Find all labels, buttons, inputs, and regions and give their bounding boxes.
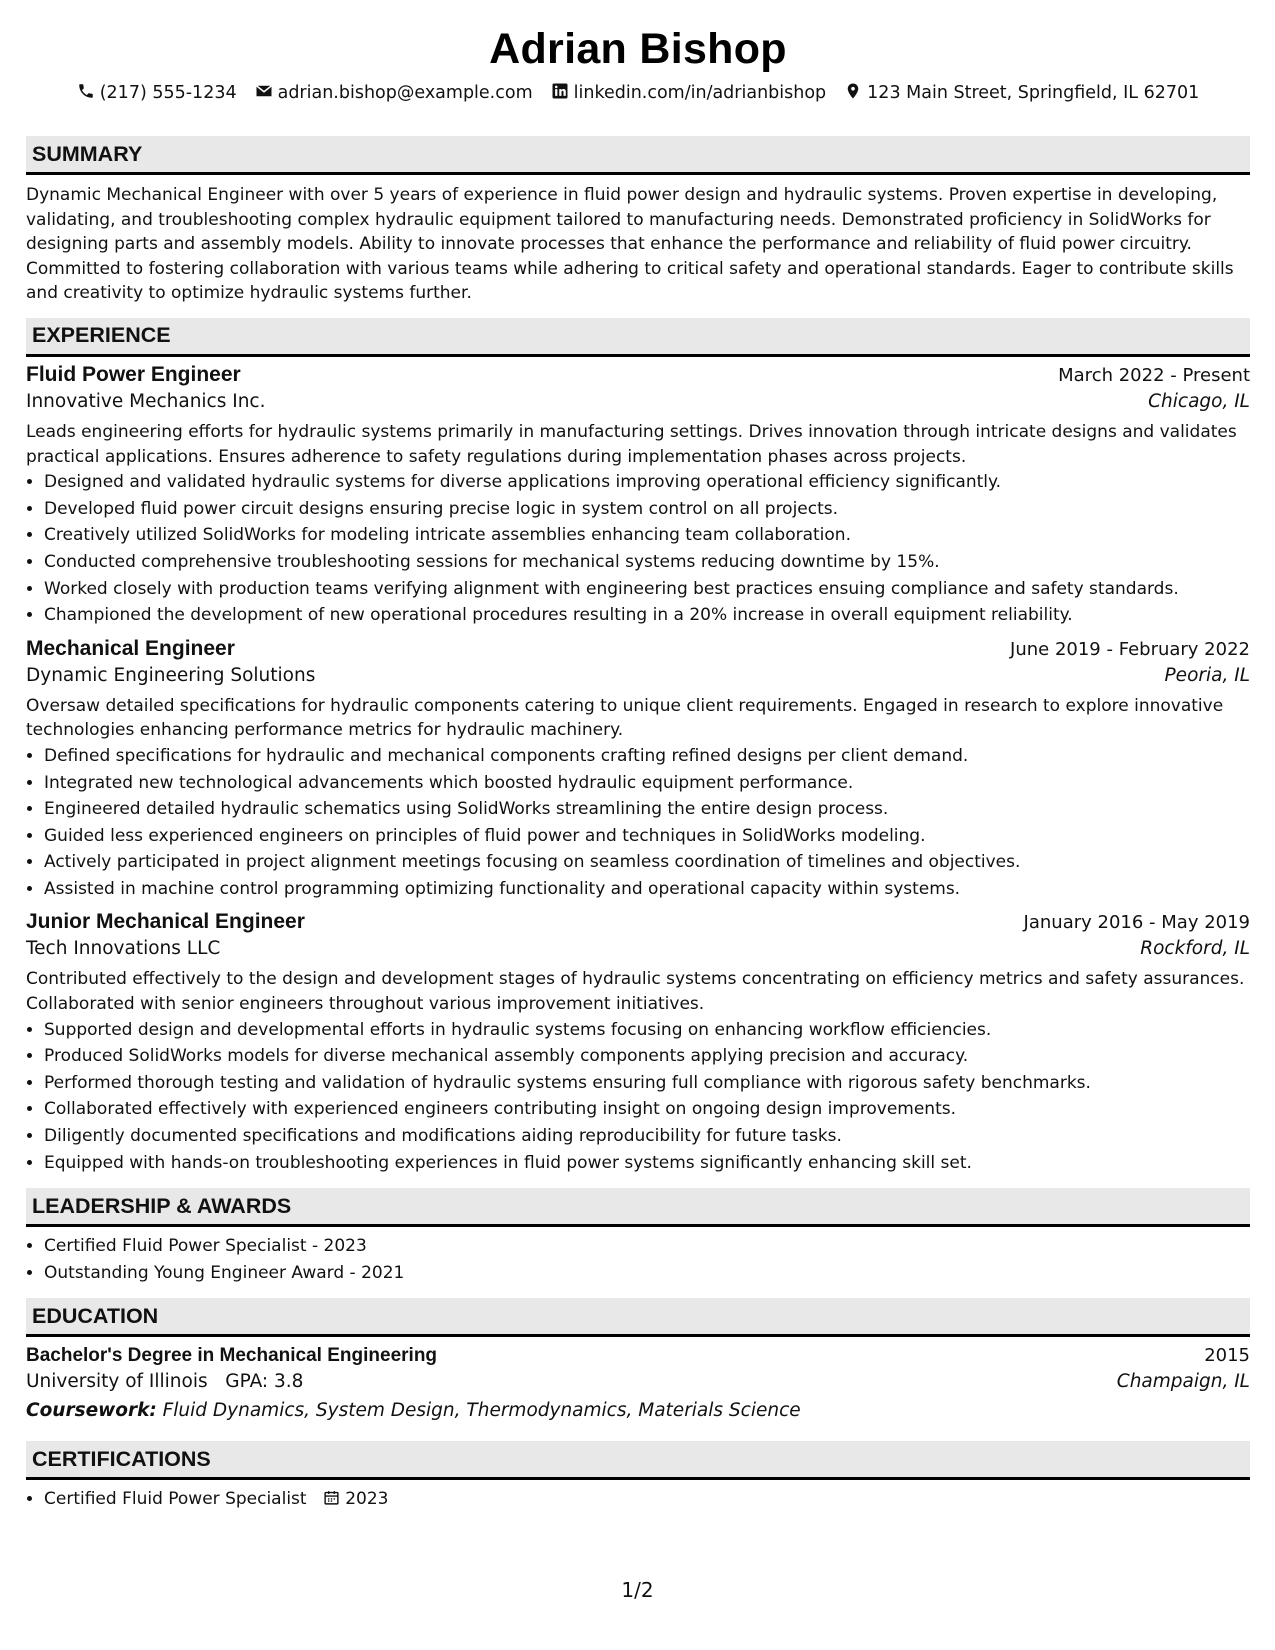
job-description: Leads engineering efforts for hydraulic systems primarily in manufacturing settings. Drives innovation through intricate designs and validates practical applications. Ensures adherence to safety regulations during implementation phases across projects. bbox=[26, 421, 1237, 467]
coursework bbox=[26, 1400, 1250, 1421]
list-item: • Diligently documented specifications and modifications aiding reproducibility for future tasks. bbox=[44, 1123, 1250, 1150]
linkedin-icon bbox=[551, 82, 569, 105]
job-bullets bbox=[26, 469, 1250, 629]
job-title: Junior Mechanical Engineer bbox=[26, 910, 305, 934]
coursework-label: Coursework: bbox=[26, 1400, 157, 1422]
list-item: • Integrated new technological advancements which boosted hydraulic equipment performance. bbox=[44, 770, 1250, 797]
job-bullets bbox=[26, 743, 1250, 903]
job-title: Fluid Power Engineer bbox=[26, 362, 241, 386]
list-item: • Developed fluid power circuit designs ensuring precise logic in system control on all projects. bbox=[44, 496, 1250, 523]
list-item: • Certified Fluid Power Specialist - 2023 bbox=[44, 1233, 1250, 1260]
summary-text: Dynamic Mechanical Engineer with over 5 years of experience in fluid power design and hydraulic systems. Proven expertise in developing, validating, and troubleshooting complex hydraulic equipment tailored to manufacturing needs. Demonstrated proficiency in SolidWorks for designing parts and assembly models. Ability to innovate processes that enhance the performance and reliability of fluid power circuitry. Committed to fostering collaboration with various teams while adhering to critical safety and operational standards. Eager to contribute skills and creativity to optimize hydraulic systems further. bbox=[26, 185, 1234, 304]
job-company-row bbox=[26, 938, 1250, 959]
coursework-list: Fluid Dynamics, System Design, Thermodynamics, Materials Science bbox=[162, 1400, 801, 1422]
section-header-certifications: CERTIFICATIONS bbox=[26, 1441, 1250, 1480]
list-item: • Actively participated in project alignment meetings focusing on seamless coordination of timelines and objectives. bbox=[44, 849, 1250, 876]
section-header-leadership: LEADERSHIP & AWARDS bbox=[26, 1188, 1250, 1227]
list-item: • Produced SolidWorks models for diverse mechanical assembly components applying precision and accuracy. bbox=[44, 1043, 1250, 1070]
list-item: • Performed thorough testing and validation of hydraulic systems ensuring full compliance with rigorous safety benchmarks. bbox=[44, 1070, 1250, 1097]
job-header-row bbox=[26, 637, 1250, 661]
phone-icon bbox=[77, 82, 95, 105]
education-school-row bbox=[26, 1371, 1250, 1392]
job-description: Contributed effectively to the design and development stages of hydraulic systems concentrating on efficiency metrics and safety assurances. Collaborated with senior engineers throughout various improvement initiatives. bbox=[26, 969, 1245, 1015]
school-name: University of Illinois bbox=[26, 1371, 208, 1393]
contact-phone[interactable] bbox=[77, 82, 237, 105]
contact-bar bbox=[26, 80, 1250, 106]
section-header-education: EDUCATION bbox=[26, 1298, 1250, 1337]
job-entry bbox=[26, 637, 1250, 903]
job-location: Chicago, IL bbox=[1148, 390, 1250, 412]
job-company: Tech Innovations LLC bbox=[26, 938, 221, 960]
list-item: • Assisted in machine control programming optimizing functionality and operational capacity within systems. bbox=[44, 876, 1250, 903]
school-location: Champaign, IL bbox=[1116, 1371, 1250, 1393]
job-dates: June 2019 - February 2022 bbox=[1010, 638, 1250, 660]
school-info bbox=[26, 1371, 303, 1392]
phone-text: (217) 555-1234 bbox=[99, 83, 237, 103]
certification-year: 2023 bbox=[345, 1489, 389, 1510]
page-number: 1/2 bbox=[621, 1578, 654, 1602]
job-dates: January 2016 - May 2019 bbox=[1023, 912, 1250, 934]
job-company-row bbox=[26, 665, 1250, 686]
resume-page bbox=[26, 0, 1250, 1513]
list-item: • Supported design and developmental efforts in hydraulic systems focusing on enhancing workflow efficiencies. bbox=[44, 1017, 1250, 1044]
candidate-name: Adrian Bishop bbox=[489, 25, 787, 73]
envelope-icon bbox=[255, 82, 273, 105]
list-item: • Creatively utilized SolidWorks for modeling intricate assemblies enhancing team collaboration. bbox=[44, 522, 1250, 549]
list-item: • Outstanding Young Engineer Award - 2021 bbox=[44, 1260, 1250, 1287]
graduation-year: 2015 bbox=[1204, 1345, 1250, 1367]
education-header-row bbox=[26, 1345, 1250, 1367]
list-item: • Worked closely with production teams verifying alignment with engineering best practices ensuing compliance and safety standards. bbox=[44, 576, 1250, 603]
list-item: • Championed the development of new operational procedures resulting in a 20% increase in overall equipment reliability. bbox=[44, 602, 1250, 629]
job-bullets bbox=[26, 1017, 1250, 1177]
map-pin-icon bbox=[844, 82, 862, 105]
education-entry bbox=[26, 1345, 1250, 1421]
certification-name: Certified Fluid Power Specialist bbox=[44, 1489, 307, 1510]
list-item: • Defined specifications for hydraulic and mechanical components crafting refined designs per client demand. bbox=[44, 743, 1250, 770]
job-description: Oversaw detailed specifications for hydraulic components catering to unique client requirements. Engaged in research to explore innovative technologies enhancing performance metrics for hydraulic machinery. bbox=[26, 695, 1224, 741]
list-item: • Equipped with hands-on troubleshooting experiences in fluid power systems significantly enhancing skill set. bbox=[44, 1150, 1250, 1177]
gpa: GPA: 3.8 bbox=[225, 1371, 304, 1393]
contact-email[interactable] bbox=[255, 82, 533, 105]
list-item: • Engineered detailed hydraulic schematics using SolidWorks streamlining the entire design process. bbox=[44, 796, 1250, 823]
job-company: Innovative Mechanics Inc. bbox=[26, 390, 266, 412]
certifications-list bbox=[26, 1486, 1250, 1513]
contact-address bbox=[844, 82, 1199, 105]
section-header-summary: SUMMARY bbox=[26, 136, 1250, 175]
job-header-row bbox=[26, 363, 1250, 387]
job-dates: March 2022 - Present bbox=[1058, 364, 1250, 386]
address-text: 123 Main Street, Springfield, IL 62701 bbox=[867, 83, 1200, 103]
degree: Bachelor's Degree in Mechanical Engineering bbox=[26, 1345, 438, 1367]
linkedin-text: linkedin.com/in/adrianbishop bbox=[573, 83, 827, 103]
job-location: Rockford, IL bbox=[1140, 938, 1250, 960]
job-company-row bbox=[26, 391, 1250, 412]
section-header-experience: EXPERIENCE bbox=[26, 318, 1250, 357]
job-location: Peoria, IL bbox=[1164, 664, 1250, 686]
list-item bbox=[44, 1486, 1250, 1513]
email-text: adrian.bishop@example.com bbox=[277, 83, 533, 103]
job-company: Dynamic Engineering Solutions bbox=[26, 664, 316, 686]
job-header-row bbox=[26, 910, 1250, 934]
calendar-icon bbox=[323, 1489, 345, 1509]
list-item: • Collaborated effectively with experienced engineers contributing insight on ongoing design improvements. bbox=[44, 1096, 1250, 1123]
awards-list bbox=[26, 1233, 1250, 1286]
job-title: Mechanical Engineer bbox=[26, 636, 235, 660]
list-item: • Designed and validated hydraulic systems for diverse applications improving operational efficiency significantly. bbox=[44, 469, 1250, 496]
list-item: • Conducted comprehensive troubleshooting sessions for mechanical systems reducing downtime by 15%. bbox=[44, 549, 1250, 576]
job-entry bbox=[26, 910, 1250, 1176]
job-entry bbox=[26, 363, 1250, 629]
contact-linkedin[interactable] bbox=[551, 82, 827, 105]
list-item: • Guided less experienced engineers on principles of fluid power and techniques in SolidWorks modeling. bbox=[44, 823, 1250, 850]
